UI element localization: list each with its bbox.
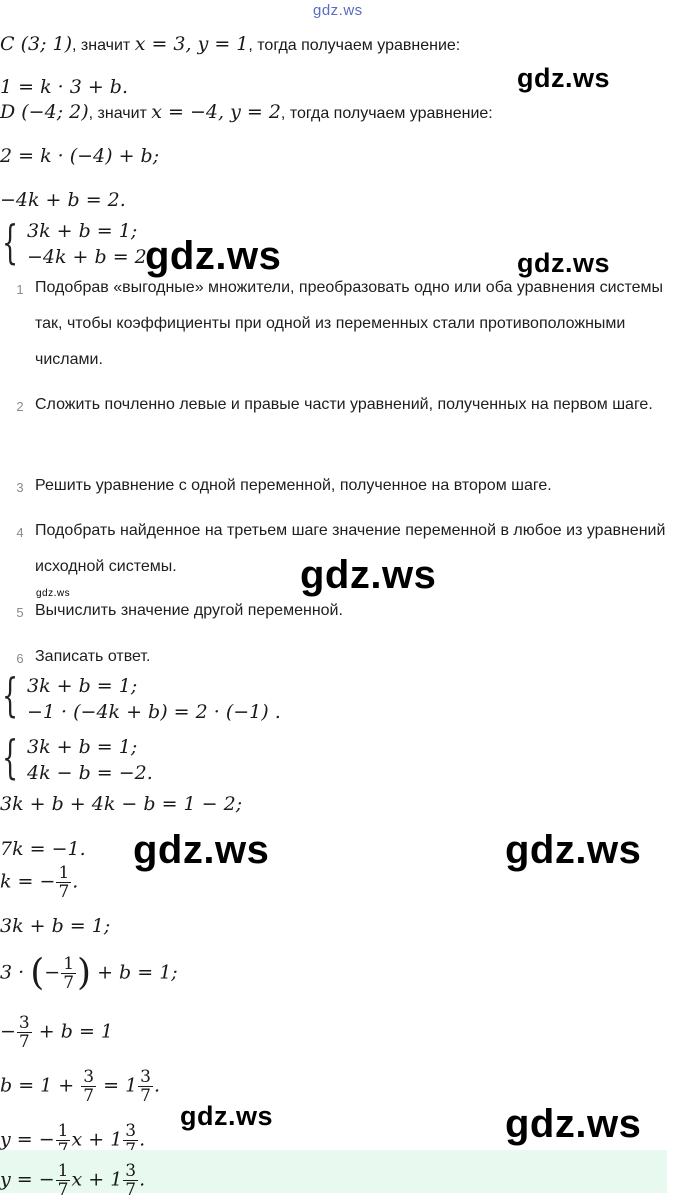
step-text: Решить уравнение с одной переменной, полученное на втором шаге.: [35, 477, 552, 494]
numerator: 3: [140, 1067, 151, 1087]
step-number: 4: [16, 525, 24, 540]
minus-sign: −: [0, 1020, 16, 1043]
numerator: 1: [57, 1161, 69, 1181]
watermark-small: gdz.ws: [36, 588, 71, 599]
system-1-eq-b: −4k + b = 2.: [27, 246, 153, 268]
equation-repeat: 3k + b = 1;: [0, 915, 111, 937]
watermark: gdz.ws: [145, 234, 282, 278]
system-3-eq-a: 3k + b = 1;: [27, 736, 138, 758]
fraction: [56, 1162, 71, 1199]
y-lhs: y = −: [0, 1128, 55, 1151]
watermark-top: gdz.ws: [313, 2, 363, 19]
seven-k-equation: 7k = −1.: [0, 838, 86, 860]
system-1-eq-a: 3k + b = 1;: [27, 220, 138, 242]
step-text: Вычислить значение другой переменной.: [35, 602, 343, 619]
denominator: 7: [83, 1086, 95, 1106]
numerator: 1: [57, 1121, 69, 1141]
fraction: [123, 1162, 138, 1199]
b-value: [0, 1068, 160, 1105]
point-c-line: [0, 33, 460, 57]
numerator: 3: [125, 1161, 137, 1181]
step-number: 3: [16, 480, 24, 495]
step-number: 6: [16, 651, 24, 666]
system-brace: {: [2, 730, 19, 784]
dot: .: [139, 1168, 146, 1191]
point-d-text2: , тогда получаем уравнение:: [280, 105, 493, 122]
denominator: 7: [125, 1180, 137, 1200]
dot: .: [72, 870, 79, 893]
numerator: 3: [125, 1121, 137, 1141]
fraction: [81, 1068, 96, 1105]
point-d-text: , значит: [88, 105, 152, 122]
numerator: 1: [58, 863, 70, 883]
substitution: [0, 952, 178, 994]
step-text: Подобрав «выгодные» множители, преобразовать одно или оба уравнения системы так, чтобы коэффициенты при одной из переменных стали противоположными числами.: [35, 279, 664, 368]
equation-1: 1 = k · 3 + b.: [0, 76, 129, 98]
sub-rhs: + b = 1;: [91, 961, 178, 984]
point-d: D (−4; 2): [0, 101, 89, 123]
watermark: gdz.ws: [180, 1101, 274, 1131]
denominator: 7: [140, 1086, 151, 1106]
numerator: 3: [18, 1013, 30, 1033]
point-c-text2: , тогда получаем уравнение:: [248, 37, 461, 54]
sum-equation: 3k + b + 4k − b = 1 − 2;: [0, 793, 243, 815]
paren-close: ): [77, 952, 92, 994]
denominator: 7: [58, 882, 70, 902]
system-2-eq-a: 3k + b = 1;: [27, 675, 138, 697]
k-value: [0, 864, 78, 901]
numerator: 3: [83, 1067, 95, 1087]
system-3-eq-b: 4k − b = −2.: [27, 762, 153, 784]
fraction: [17, 1014, 32, 1051]
final-lhs: y = −: [0, 1168, 55, 1191]
denominator: 7: [63, 973, 75, 993]
watermark: gdz.ws: [300, 553, 437, 597]
watermark: gdz.ws: [517, 248, 611, 278]
system-brace: {: [2, 668, 19, 722]
system-2-eq-b: −1 · (−4k + b) = 2 · (−1) .: [27, 701, 281, 723]
watermark: gdz.ws: [517, 63, 611, 93]
denominator: 7: [57, 1180, 69, 1200]
step-text: Записать ответ.: [35, 648, 151, 665]
k-lhs: k = −: [0, 870, 56, 893]
final-mid: x + 1: [71, 1168, 123, 1191]
watermark: gdz.ws: [133, 828, 270, 872]
minus-sign: −: [44, 961, 61, 984]
system-brace: {: [2, 215, 19, 269]
point-c: C (3; 1): [0, 33, 73, 55]
fraction: [61, 955, 76, 992]
fraction: [138, 1068, 153, 1105]
point-d-values: x = −4, y = 2: [151, 101, 281, 123]
b-equation: [0, 1014, 113, 1051]
eq-one: = 1: [97, 1074, 138, 1097]
dot: .: [154, 1074, 161, 1097]
watermark: gdz.ws: [505, 828, 642, 872]
final-answer: [0, 1162, 145, 1199]
dot: .: [139, 1128, 146, 1151]
point-c-values: x = 3, y = 1: [134, 33, 249, 55]
fraction: [56, 864, 71, 901]
step-text: Сложить почленно левые и правые части уравнений, полученных на первом шаге.: [35, 396, 653, 413]
denominator: 7: [18, 1032, 30, 1052]
equation-3: −4k + b = 2.: [0, 189, 126, 211]
point-c-text: , значит: [72, 37, 135, 54]
step-number: 1: [16, 282, 24, 297]
sub-lhs: 3 ·: [0, 961, 31, 984]
b-lhs: b = 1 +: [0, 1074, 81, 1097]
b-rhs: + b = 1: [32, 1020, 113, 1043]
paren-open: (: [30, 952, 45, 994]
equation-2: 2 = k · (−4) + b;: [0, 145, 160, 167]
watermark: gdz.ws: [505, 1102, 642, 1146]
point-d-line: [0, 101, 493, 125]
y-mid: x + 1: [71, 1128, 123, 1151]
step-number: 5: [16, 605, 24, 620]
step-text: Подобрать найденное на третьем шаге значение переменной в любое из уравнений исходной системы.: [35, 522, 666, 575]
step-number: 2: [16, 399, 24, 414]
numerator: 1: [63, 954, 75, 974]
